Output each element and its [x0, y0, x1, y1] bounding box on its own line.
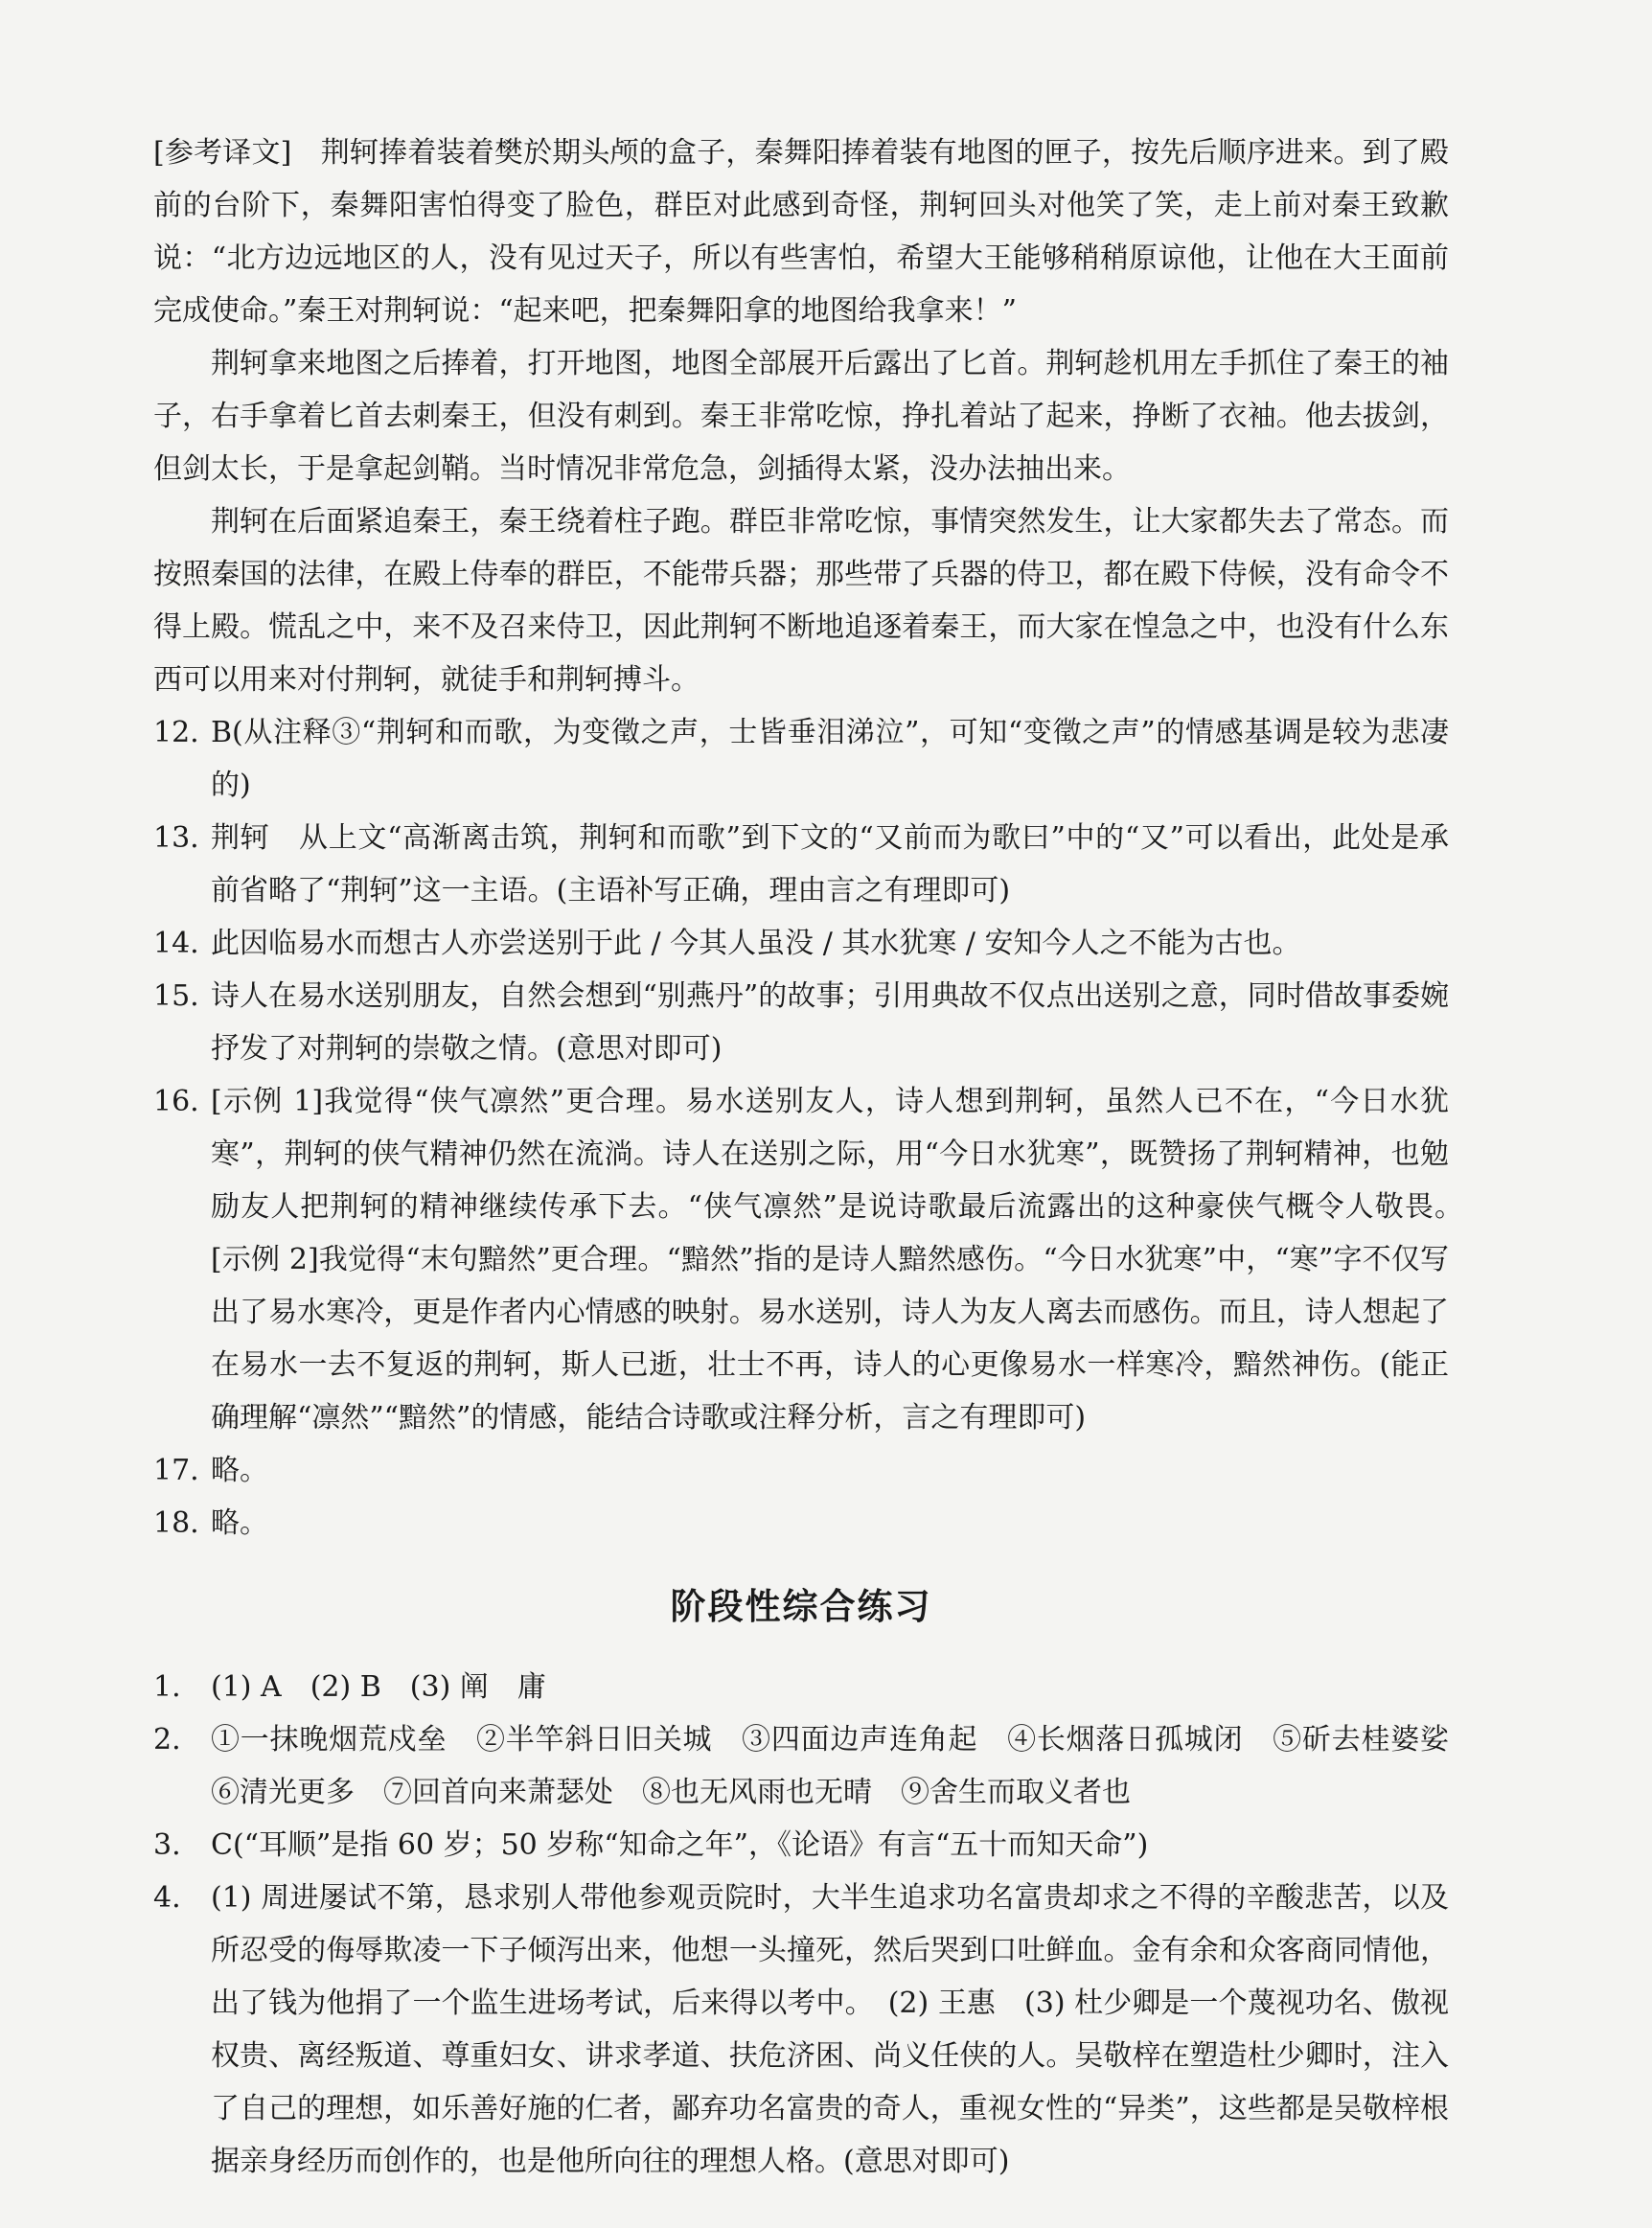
translation-paragraph: [参考译文] 荆轲捧着装着樊於期头颅的盒子，秦舞阳捧着装有地图的匣子，按先后顺序进来。到了殿前的台阶下，秦舞阳害怕得变了脸色，群臣对此感到奇怪，荆轲回头对他笑了笑，走上前对秦王致歉说：“北方边远地区的人，没有见过天子，所以有些害怕，希望大王能够稍稍原谅他，让他在大王面前完成使命。”秦王对荆轲说：“起来吧，把秦舞阳拿的地图给我拿来！” — [153, 136, 1449, 328]
answer-item — [153, 1075, 1478, 1444]
answer-number: 2. — [153, 1723, 181, 1757]
answer-number: 18. — [153, 1506, 199, 1540]
answer-text: (1) 周进屡试不第，恳求别人带他参观贡院时，大半生追求功名富贵却求之不得的辛酸悲苦，以及所忍受的侮辱欺凌一下子倾泻出来，他想一头撞死，然后哭到口吐鲜血。金有余和众客商同情他，出了钱为他捐了一个监生进场考试，后来得以考中。 (2) 王惠 (3) 杜少卿是一个蔑视功名、傲视权贵、离经叛道、尊重妇女、讲求孝道、扶危济困、尚义任侠的人。吴敬梓在塑造杜少卿时，注入了自己的理想，如乐善好施的仁者，鄙弃功名富贵的奇人，重视女性的“异类”，这些都是吴敬梓根据亲身经历而创作的，也是他所向往的理想人格。(意思对即可) — [211, 1881, 1449, 2178]
answer-text: 荆轲 从上文“高渐离击筑，荆轲和而歌”到下文的“又前而为歌曰”中的“又”可以看出，此处是承前省略了“荆轲”这一主语。(主语补写正确，理由言之有理即可) — [211, 821, 1449, 907]
translation-paragraph: 荆轲拿来地图之后捧着，打开地图，地图全部展开后露出了匕首。荆轲趁机用左手抓住了秦王的袖子，右手拿着匕首去刺秦王，但没有刺到。秦王非常吃惊，挣扎着站了起来，挣断了衣袖。他去拔剑，但剑太长，于是拿起剑鞘。当时情况非常危急，剑插得太紧，没办法抽出来。 — [153, 347, 1449, 486]
answer-number: 14. — [153, 927, 199, 960]
answer-text: 略。 — [211, 1454, 268, 1487]
answer-text: 诗人在易水送别朋友，自然会想到“别燕丹”的故事；引用典故不仅点出送别之意，同时借故事委婉抒发了对荆轲的崇敬之情。(意思对即可) — [211, 979, 1449, 1066]
answer-item — [153, 1872, 1449, 2188]
answer-item — [153, 1497, 1449, 1550]
reference-translation — [153, 126, 1449, 706]
answer-item — [153, 1713, 1478, 1819]
answer-text: 略。 — [211, 1506, 268, 1540]
answer-text: 此因临易水而想古人亦尝送别于此 / 今其人虽没 / 其水犹寒 / 安知今人之不能为古也。 — [211, 927, 1301, 960]
answer-number: 1. — [153, 1670, 181, 1704]
answer-number: 16. — [153, 1085, 199, 1118]
answer-item — [153, 1444, 1449, 1497]
answer-item — [153, 1819, 1449, 1872]
answer-text: ①一抹晚烟荒戍垒 ②半竿斜日旧关城 ③四面边声连角起 ④长烟落日孤城闭 ⑤斫去桂婆娑 ⑥清光更多 ⑦回首向来萧瑟处 ⑧也无风雨也无晴 ⑨舍生而取义者也 — [211, 1723, 1478, 1809]
answer-number: 12. — [153, 716, 199, 749]
answer-item — [153, 812, 1449, 917]
answer-item — [153, 917, 1449, 970]
answer-number: 17. — [153, 1454, 199, 1487]
answer-text: (1) A (2) B (3) 阐 庸 — [211, 1670, 546, 1704]
translation-paragraph: 荆轲在后面紧追秦王，秦王绕着柱子跑。群臣非常吃惊，事情突然发生，让大家都失去了常态。而按照秦国的法律，在殿上侍奉的群臣，不能带兵器；那些带了兵器的侍卫，都在殿下侍候，没有命令不得上殿。慌乱之中，来不及召来侍卫，因此荆轲不断地追逐着秦王，而大家在惶急之中，也没有什么东西可以用来对付荆轲，就徒手和荆轲搏斗。 — [153, 505, 1449, 697]
answer-text: [示例 1]我觉得“侠气凛然”更合理。易水送别友人，诗人想到荆轲，虽然人已不在，“今日水犹寒”，荆轲的侠气精神仍然在流淌。诗人在送别之际，用“今日水犹寒”，既赞扬了荆轲精神，也勉励友人把荆轲的精神继续传承下去。“侠气凛然”是说诗歌最后流露出的这种豪侠气概令人敬畏。 [示例 2]我觉得“末句黯然”更合理。“黯然”指的是诗人黯然感伤。“今日水犹寒”中，“寒”字不仅写出了易水寒冷，更是作者内心情感的映射。易水送别，诗人为友人离去而感伤。而且，诗人想起了在易水一去不复返的荆轲，斯人已逝，壮士不再，诗人的心更像易水一样寒冷，黯然神伤。(能正确理解“凛然”“黯然”的情感，能结合诗歌或注释分析，言之有理即可) — [211, 1085, 1478, 1435]
answer-text: C(“耳顺”是指 60 岁；50 岁称“知命之年”，《论语》有言“五十而知天命”) — [211, 1828, 1149, 1862]
answer-number: 13. — [153, 821, 199, 855]
answer-list-part2 — [153, 1661, 1478, 2188]
answer-list-part1 — [153, 706, 1478, 1550]
answer-number: 4. — [153, 1881, 181, 1915]
section-title: 阶段性综合练习 — [670, 1586, 932, 1627]
answer-item — [153, 970, 1449, 1075]
answer-item — [153, 1661, 1449, 1713]
answer-number: 15. — [153, 979, 199, 1013]
answer-number: 3. — [153, 1828, 181, 1862]
answer-item — [153, 706, 1449, 812]
answer-text: B(从注释③“荆轲和而歌，为变徵之声，士皆垂泪涕泣”，可知“变徵之声”的情感基调是较为悲凄的) — [211, 716, 1449, 802]
